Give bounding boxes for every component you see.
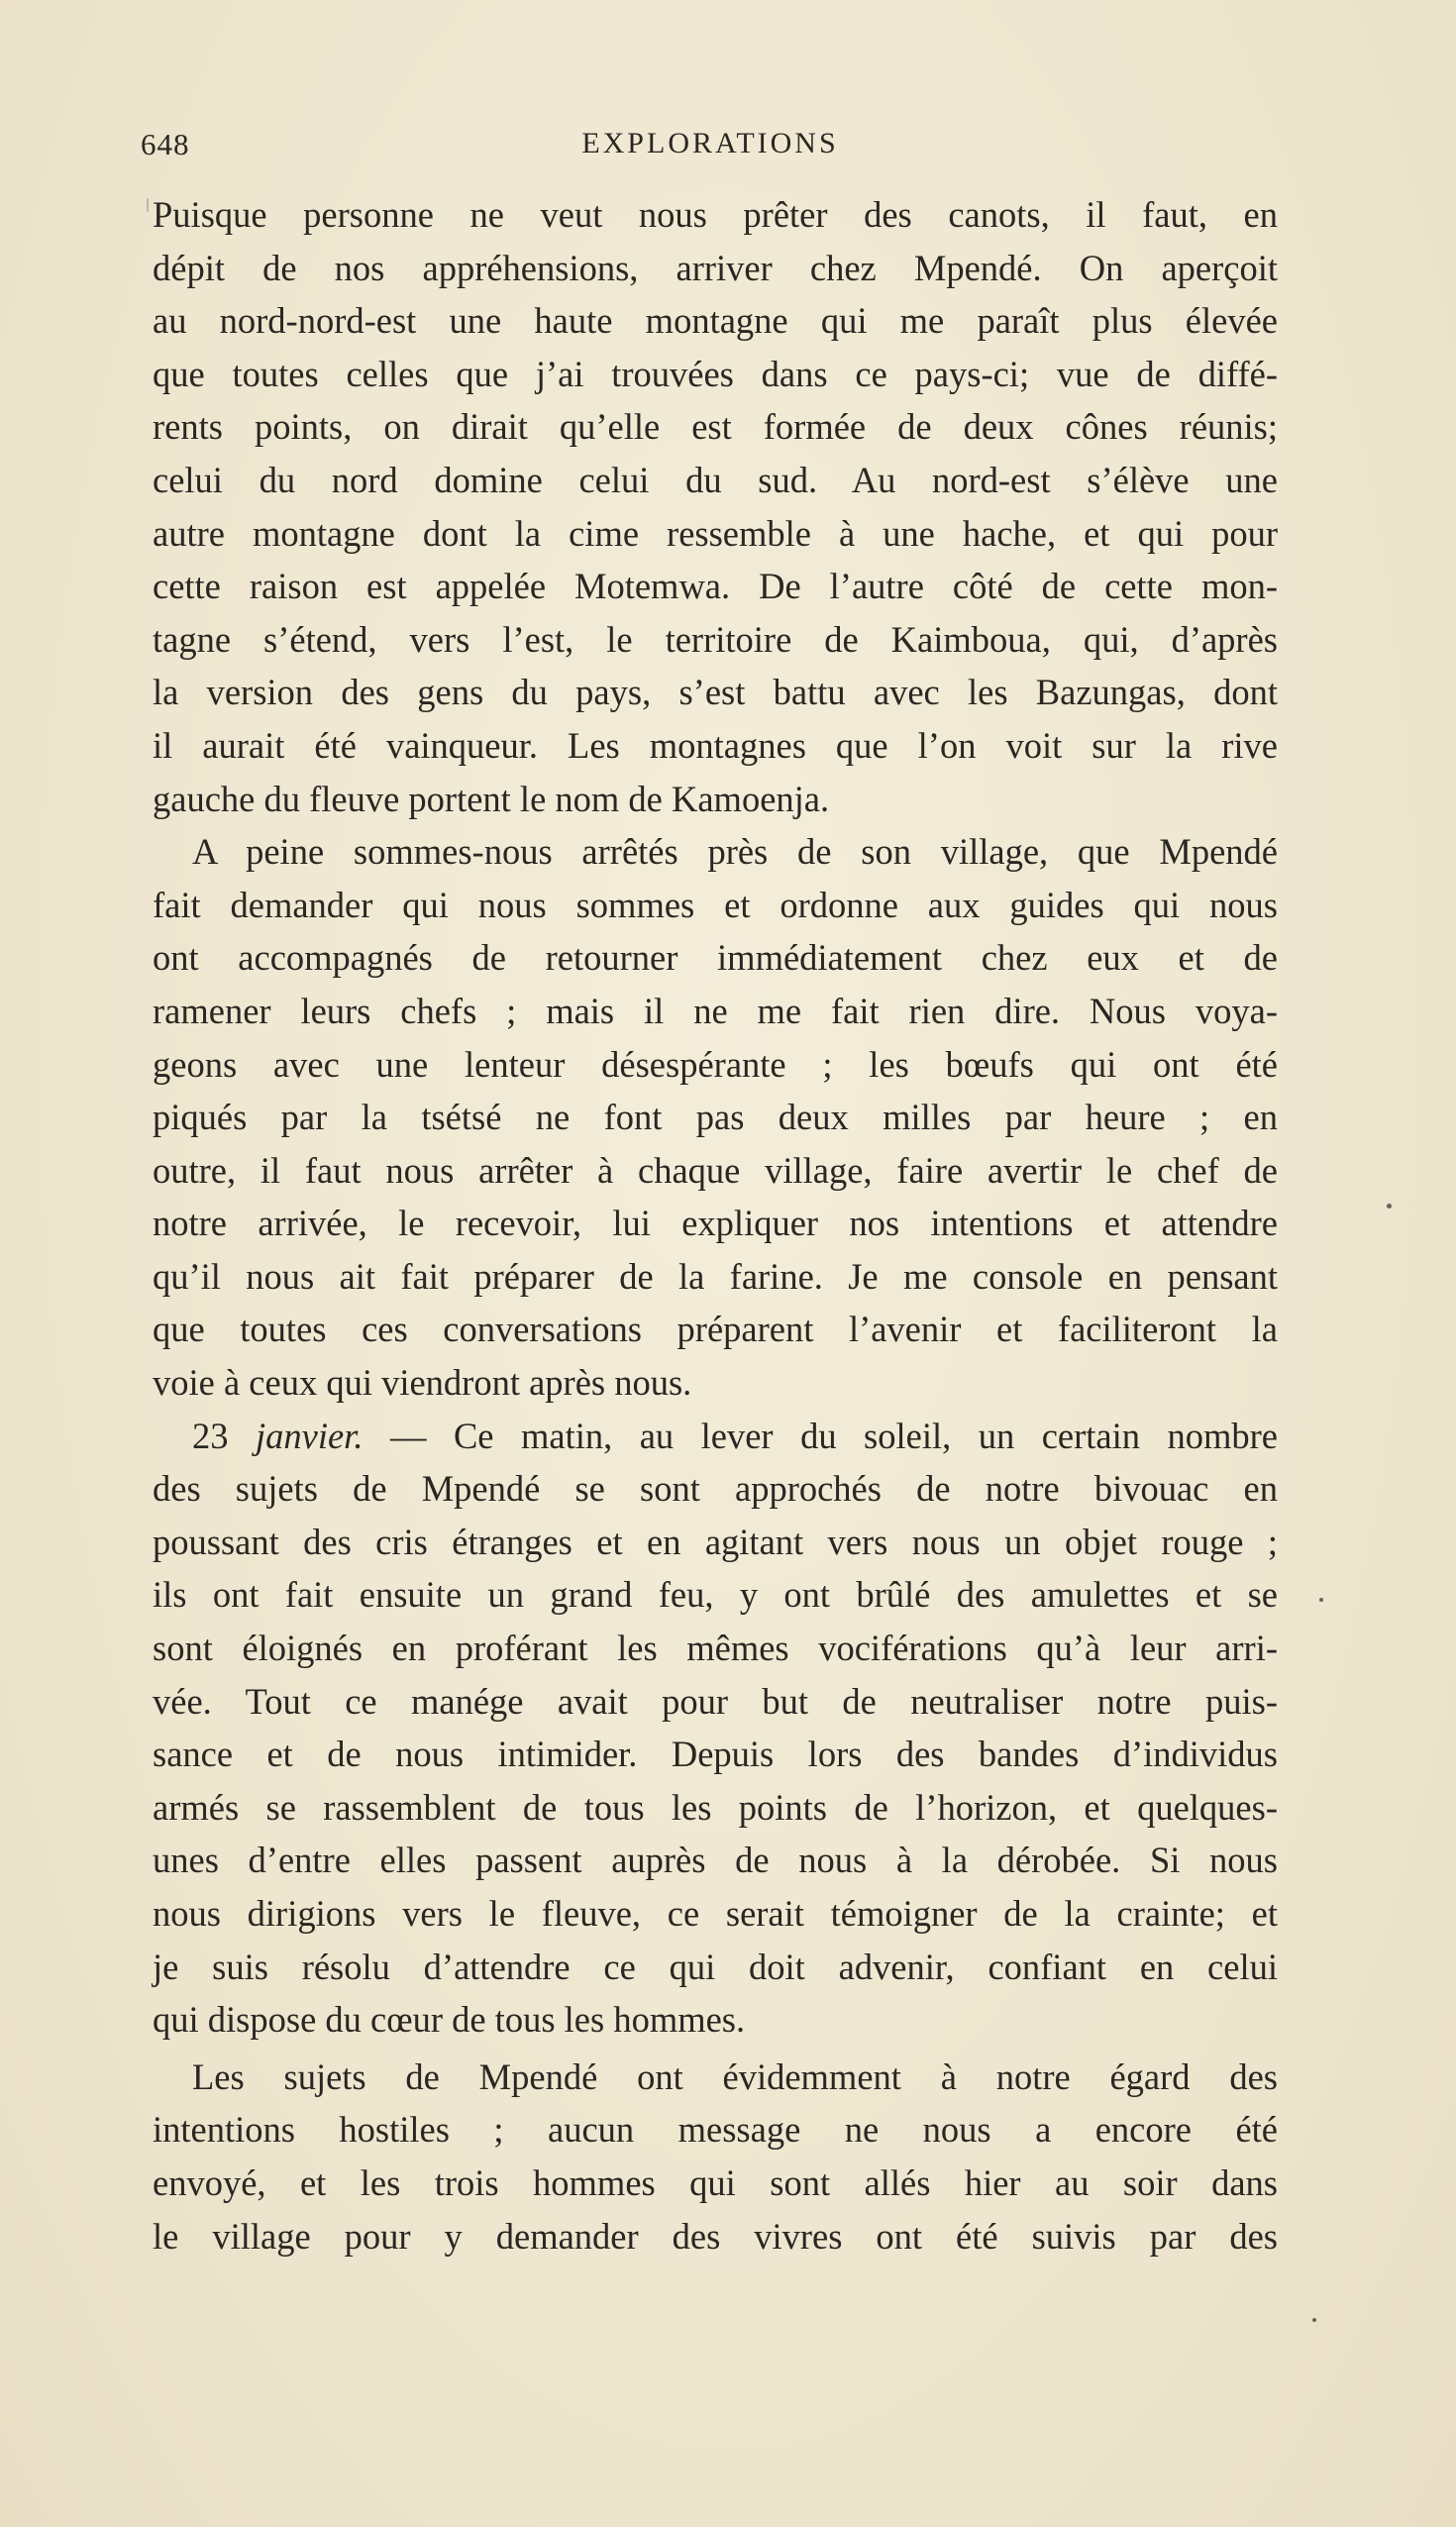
- text-line: autre montagne dont la cime ressemble à une hache, et qui pour: [153, 512, 1278, 554]
- running-head: [141, 127, 1280, 166]
- text-line: ils ont fait ensuite un grand feu, y ont brûlé des amulettes et se: [153, 1574, 1278, 1616]
- text-line: voie à ceux qui viendront après nous.: [153, 1362, 692, 1404]
- text-line: poussant des cris étranges et en agitant vers nous un objet rouge ;: [153, 1521, 1278, 1562]
- text-line: piqués par la tsétsé ne font pas deux milles par heure ; en: [153, 1097, 1278, 1138]
- ink-speck: [147, 198, 149, 212]
- body-text: [153, 188, 1278, 2263]
- text-line: vée. Tout ce manége avait pour but de neutraliser notre puis-: [153, 1680, 1278, 1722]
- text-line: ramener leurs chefs ; mais il ne me fait rien dire. Nous voya-: [153, 990, 1278, 1031]
- paragraph: [153, 2051, 1278, 2263]
- text-line: celui du nord domine celui du sud. Au nord-est s’élève une: [153, 459, 1278, 500]
- entry-date-label: janvier.: [256, 1415, 364, 1456]
- text-line: au nord-nord-est une haute montagne qui me paraît plus élevée: [153, 300, 1278, 342]
- text-line: fait demander qui nous sommes et ordonne aux guides qui nous: [153, 884, 1278, 925]
- text-line: qu’il nous ait fait préparer de la farine. Je me console en pensant: [153, 1255, 1278, 1297]
- text-line: gauche du fleuve portent le nom de Kamoenja.: [153, 778, 830, 819]
- text-line: que toutes celles que j’ai trouvées dans ce pays-ci; vue de diffé-: [153, 353, 1278, 394]
- text-line: outre, il faut nous arrêter à chaque village, faire avertir le chef de: [153, 1149, 1278, 1191]
- paragraph: [153, 825, 1278, 1410]
- text-line: qui dispose du cœur de tous les hommes.: [153, 1999, 746, 2041]
- text-line: Les sujets de Mpendé ont évidemment à notre égard des: [192, 2055, 1278, 2097]
- text-line: il aurait été vainqueur. Les montagnes que l’on voit sur la rive: [153, 724, 1278, 766]
- ink-speck: [1387, 1204, 1392, 1209]
- text-line: dépit de nos appréhensions, arriver chez Mpendé. On aperçoit: [153, 247, 1278, 288]
- dated-entry-line: [153, 1410, 1278, 1463]
- entry-day: 23: [192, 1415, 256, 1456]
- text-line: ont accompagnés de retourner immédiatement chez eux et de: [153, 937, 1278, 979]
- text-line: A peine sommes-nous arrêtés près de son village, que Mpendé: [192, 831, 1278, 873]
- text-line: je suis résolu d’attendre ce qui doit advenir, confiant en celui: [153, 1946, 1278, 1987]
- text-line: sance et de nous intimider. Depuis lors des bandes d’individus: [153, 1734, 1278, 1775]
- text-line: rents points, on dirait qu’elle est formée de deux cônes réunis;: [153, 406, 1278, 448]
- text-line: cette raison est appelée Motemwa. De l’autre côté de cette mon-: [153, 566, 1278, 607]
- entry-first-line: — Ce matin, au lever du soleil, un certain nombre: [363, 1415, 1279, 1456]
- text-line: le village pour y demander des vivres ont été suivis par des: [153, 2215, 1278, 2257]
- text-line: envoyé, et les trois hommes qui sont allés hier au soir dans: [153, 2161, 1278, 2203]
- text-line: armés se rassemblent de tous les points de l’horizon, et quelques-: [153, 1786, 1278, 1828]
- running-title: EXPLORATIONS: [581, 127, 839, 159]
- text-line: nous dirigions vers le fleuve, ce serait témoigner de la crainte; et: [153, 1893, 1278, 1934]
- text-line: des sujets de Mpendé se sont approchés de notre bivouac en: [153, 1468, 1278, 1510]
- text-line: tagne s’étend, vers l’est, le territoire de Kaimboua, qui, d’après: [153, 618, 1278, 660]
- text-line: que toutes ces conversations préparent l’avenir et faciliteront la: [153, 1309, 1278, 1350]
- paragraph: [153, 188, 1278, 825]
- text-line: la version des gens du pays, s’est battu avec les Bazungas, dont: [153, 672, 1278, 713]
- text-line: notre arrivée, le recevoir, lui expliquer nos intentions et attendre: [153, 1203, 1278, 1244]
- text-line: intentions hostiles ; aucun message ne nous a encore été: [153, 2109, 1278, 2151]
- text-line: geons avec une lenteur désespérante ; les bœufs qui ont été: [153, 1043, 1278, 1085]
- paragraph: [153, 1410, 1278, 2047]
- ink-speck: [1319, 1598, 1323, 1602]
- text-line: unes d’entre elles passent auprès de nous à la dérobée. Si nous: [153, 1840, 1278, 1881]
- page-number: 648: [141, 127, 190, 161]
- text-line: Puisque personne ne veut nous prêter des canots, il faut, en: [153, 194, 1278, 235]
- text-line: sont éloignés en proférant les mêmes vociférations qu’à leur arri-: [153, 1628, 1278, 1669]
- ink-speck: [1312, 2318, 1316, 2322]
